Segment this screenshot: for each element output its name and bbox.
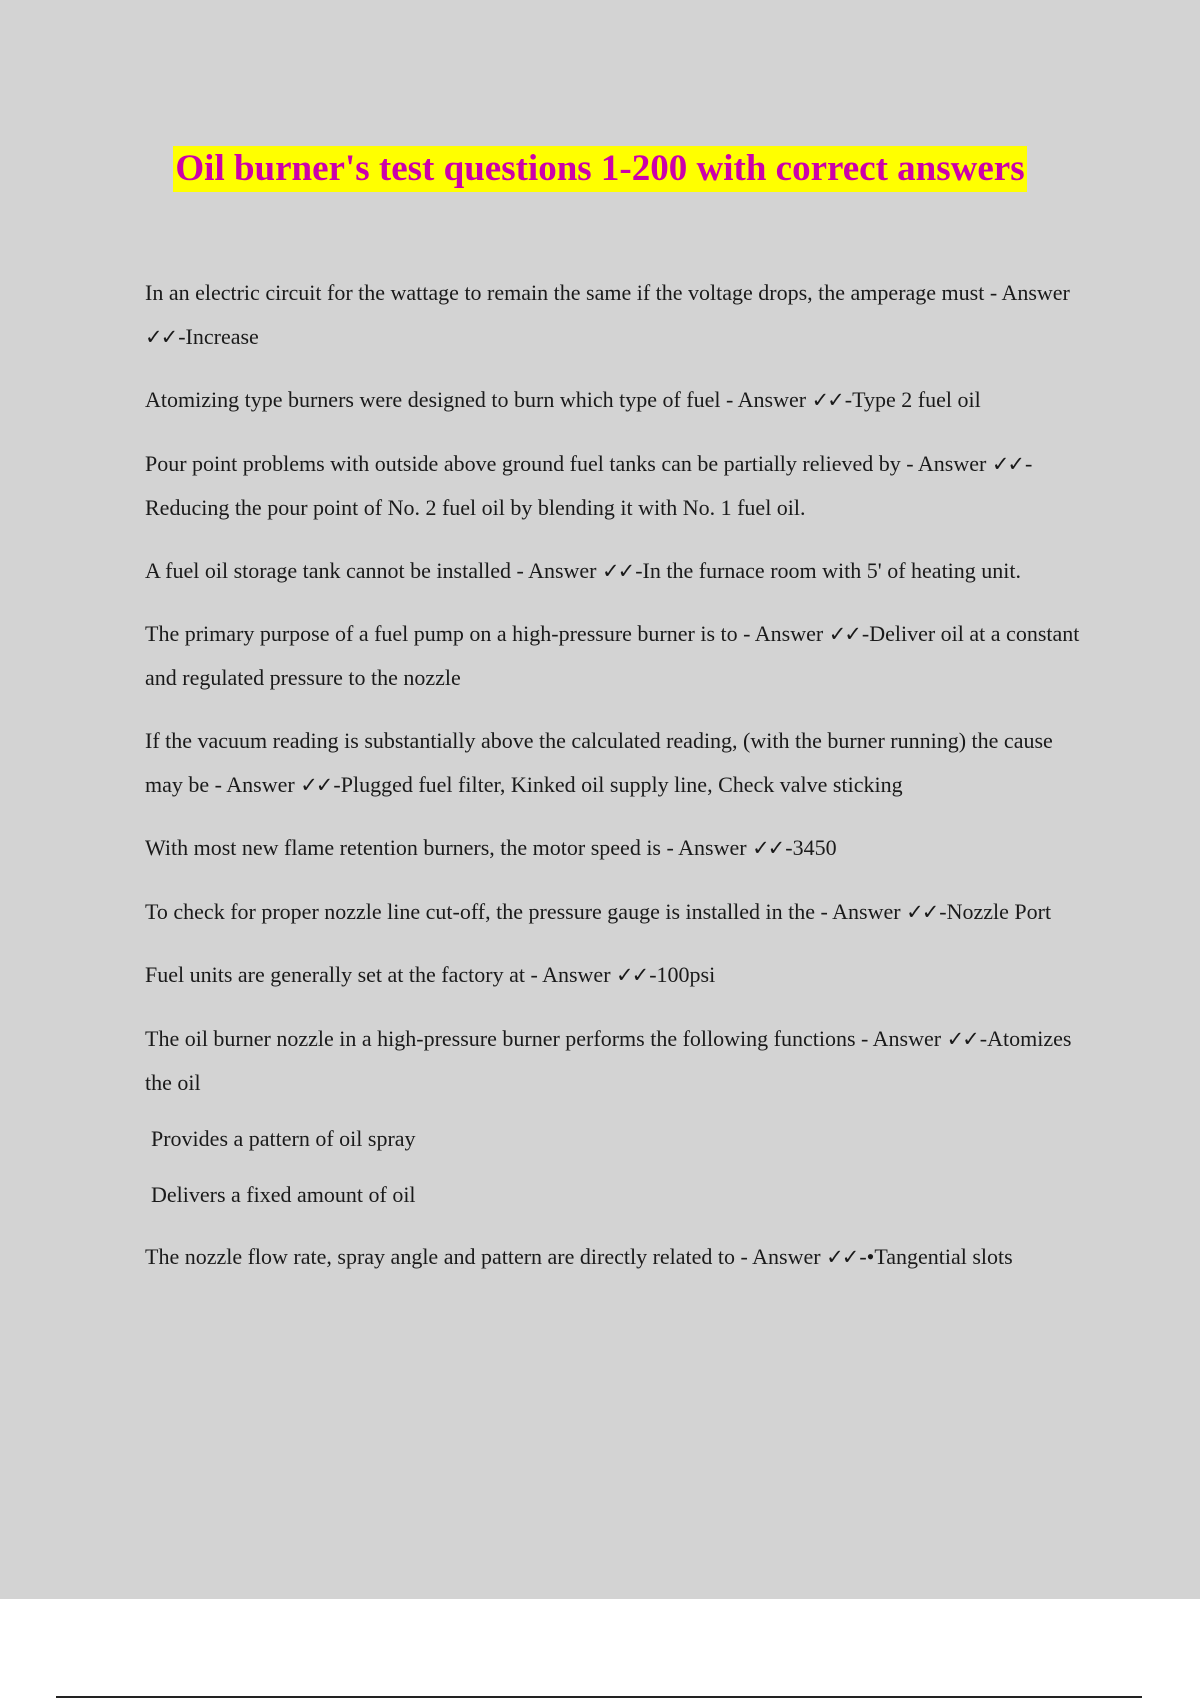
answer-text: -Deliver oil at a constant and regulated pressure to the nozzle <box>145 621 1080 690</box>
qa-item <box>145 378 1090 422</box>
qa-item <box>145 953 1090 997</box>
question-text: In an electric circuit for the wattage to remain the same if the voltage drops, the amperage must - <box>145 280 998 305</box>
qa-item <box>145 890 1090 934</box>
double-check-icon: ✓✓ <box>602 559 634 583</box>
page-footer <box>0 1599 1200 1700</box>
answer-text: -•Tangential slots <box>859 1244 1013 1269</box>
qa-item <box>145 442 1090 530</box>
document-title: Oil burner's test questions 1-200 with correct answers <box>173 146 1026 192</box>
question-text: The primary purpose of a fuel pump on a high-pressure burner is to - <box>145 621 751 646</box>
answer-prefix: Answer <box>754 621 824 646</box>
title-container <box>0 146 1200 192</box>
answer-prefix: Answer <box>737 387 807 412</box>
question-text: Fuel units are generally set at the factory at - <box>145 962 538 987</box>
qa-item <box>145 1235 1090 1279</box>
footer-divider <box>56 1696 1142 1698</box>
double-check-icon: ✓✓ <box>300 773 332 797</box>
question-text: If the vacuum reading is substantially above the calculated reading, (with the burner running) the cause may be - <box>145 728 1053 797</box>
sub-answer-line: Delivers a fixed amount of oil <box>151 1182 416 1207</box>
answer-text: -3450 <box>785 835 837 860</box>
answer-text: -Nozzle Port <box>939 899 1052 924</box>
qa-item <box>145 1017 1090 1105</box>
qa-item <box>145 719 1090 807</box>
question-text: Atomizing type burners were designed to burn which type of fuel - <box>145 387 734 412</box>
answer-prefix: Answer <box>1001 280 1070 305</box>
qa-item <box>145 612 1090 700</box>
question-text: A fuel oil storage tank cannot be installed - <box>145 558 524 583</box>
double-check-icon: ✓✓ <box>616 963 648 987</box>
double-check-icon: ✓✓ <box>145 325 177 349</box>
answer-text: -Type 2 fuel oil <box>844 387 981 412</box>
answer-text: -100psi <box>649 962 716 987</box>
double-check-icon: ✓✓ <box>826 1245 858 1269</box>
sub-answer-line: Provides a pattern of oil spray <box>151 1126 416 1151</box>
qa-item <box>145 271 1090 359</box>
answer-prefix: Answer <box>226 772 295 797</box>
answer-prefix: Answer <box>528 558 597 583</box>
answer-prefix: Answer <box>832 899 901 924</box>
answer-prefix: Answer <box>872 1026 942 1051</box>
answer-prefix: Answer <box>752 1244 821 1269</box>
question-text: Pour point problems with outside above ground fuel tanks can be partially relieved by - <box>145 451 914 476</box>
qa-item <box>145 826 1090 870</box>
question-text: To check for proper nozzle line cut-off, the pressure gauge is installed in the - <box>145 899 828 924</box>
answer-prefix: Answer <box>917 451 987 476</box>
answer-text: -Atomizes the oil <box>145 1026 1072 1095</box>
answer-prefix: Answer <box>542 962 611 987</box>
qa-item <box>145 549 1090 593</box>
answer-prefix: Answer <box>678 835 747 860</box>
answer-text: -Increase <box>178 324 259 349</box>
question-text: With most new flame retention burners, the motor speed is - <box>145 835 674 860</box>
double-check-icon: ✓✓ <box>752 836 784 860</box>
answer-text: -Reducing the pour point of No. 2 fuel oil by blending it with No. 1 fuel oil. <box>145 451 1033 520</box>
double-check-icon: ✓✓ <box>991 452 1024 476</box>
qa-list <box>145 271 1090 1298</box>
answer-text: -In the furnace room with 5' of heating unit. <box>635 558 1022 583</box>
double-check-icon: ✓✓ <box>946 1027 978 1051</box>
double-check-icon: ✓✓ <box>906 900 938 924</box>
double-check-icon: ✓✓ <box>811 388 843 412</box>
answer-text: -Plugged fuel filter, Kinked oil supply line, Check valve sticking <box>333 772 903 797</box>
question-text: The oil burner nozzle in a high-pressure burner performs the following functions - <box>145 1026 869 1051</box>
question-text: The nozzle flow rate, spray angle and pattern are directly related to - <box>145 1244 748 1269</box>
double-check-icon: ✓✓ <box>828 622 860 646</box>
